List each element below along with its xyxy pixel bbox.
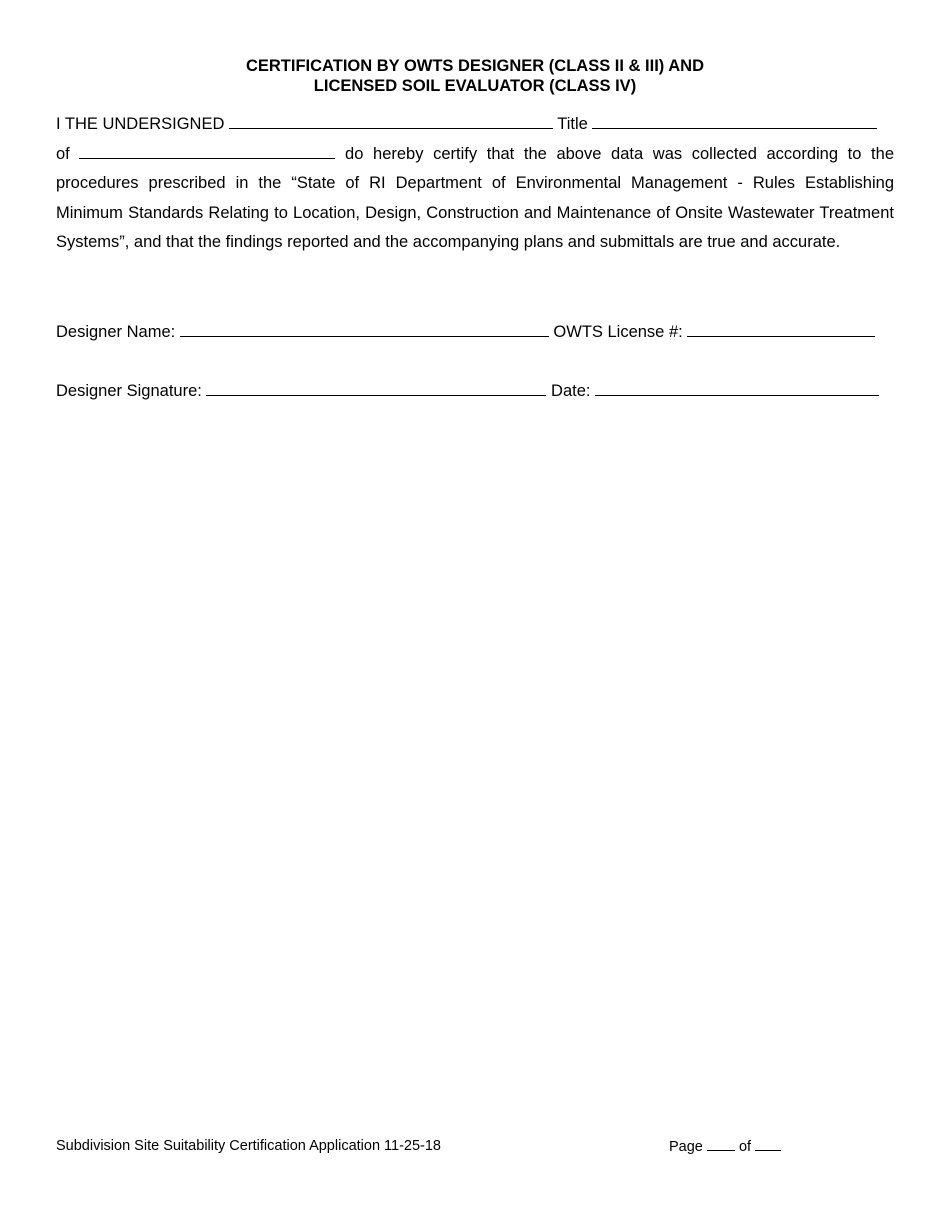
title-line-2: LICENSED SOIL EVALUATOR (CLASS IV) <box>313 77 637 95</box>
designer-signature-row <box>56 380 896 401</box>
signature-label: Designer Signature: <box>56 382 202 400</box>
license-label: OWTS License #: <box>553 323 683 341</box>
footer-document-name: Subdivision Site Suitability Certification Application 11-25-18 <box>56 1138 442 1154</box>
undersigned-label: I THE UNDERSIGNED <box>56 115 225 133</box>
certification-body-text: do hereby certify that the above data was collected according to the procedures prescribed in the “State of RI Department of Environmental Management - Rules Establishing Minimum Standards Relating to Location, Design, Construction and Maintenance of Onsite Wastewater Treatment Systems”, and that the findings reported and the accompanying plans and submittals are true and accurate. <box>56 144 894 251</box>
signature-field[interactable] <box>206 380 546 396</box>
footer-page-number <box>669 1137 781 1156</box>
title-line-1: CERTIFICATION BY OWTS DESIGNER (CLASS II & III) AND <box>245 57 705 75</box>
designer-name-label: Designer Name: <box>56 323 176 341</box>
of-label: of <box>56 144 70 163</box>
page-number-field[interactable] <box>707 1137 735 1151</box>
title-field[interactable] <box>592 113 877 129</box>
date-field[interactable] <box>595 380 879 396</box>
undersigned-field[interactable] <box>229 113 553 129</box>
page-of-label: of <box>738 1139 752 1155</box>
certification-paragraph <box>56 140 894 258</box>
page-title <box>0 56 950 96</box>
page-label: Page <box>669 1139 703 1155</box>
designer-name-field[interactable] <box>180 321 549 337</box>
undersigned-line <box>56 110 894 140</box>
certification-statement <box>56 110 894 258</box>
designer-name-row <box>56 321 896 342</box>
title-label: Title <box>557 115 588 133</box>
date-label: Date: <box>551 382 591 400</box>
license-field[interactable] <box>687 321 875 337</box>
organization-field[interactable] <box>79 143 335 159</box>
page-total-field[interactable] <box>755 1137 781 1151</box>
